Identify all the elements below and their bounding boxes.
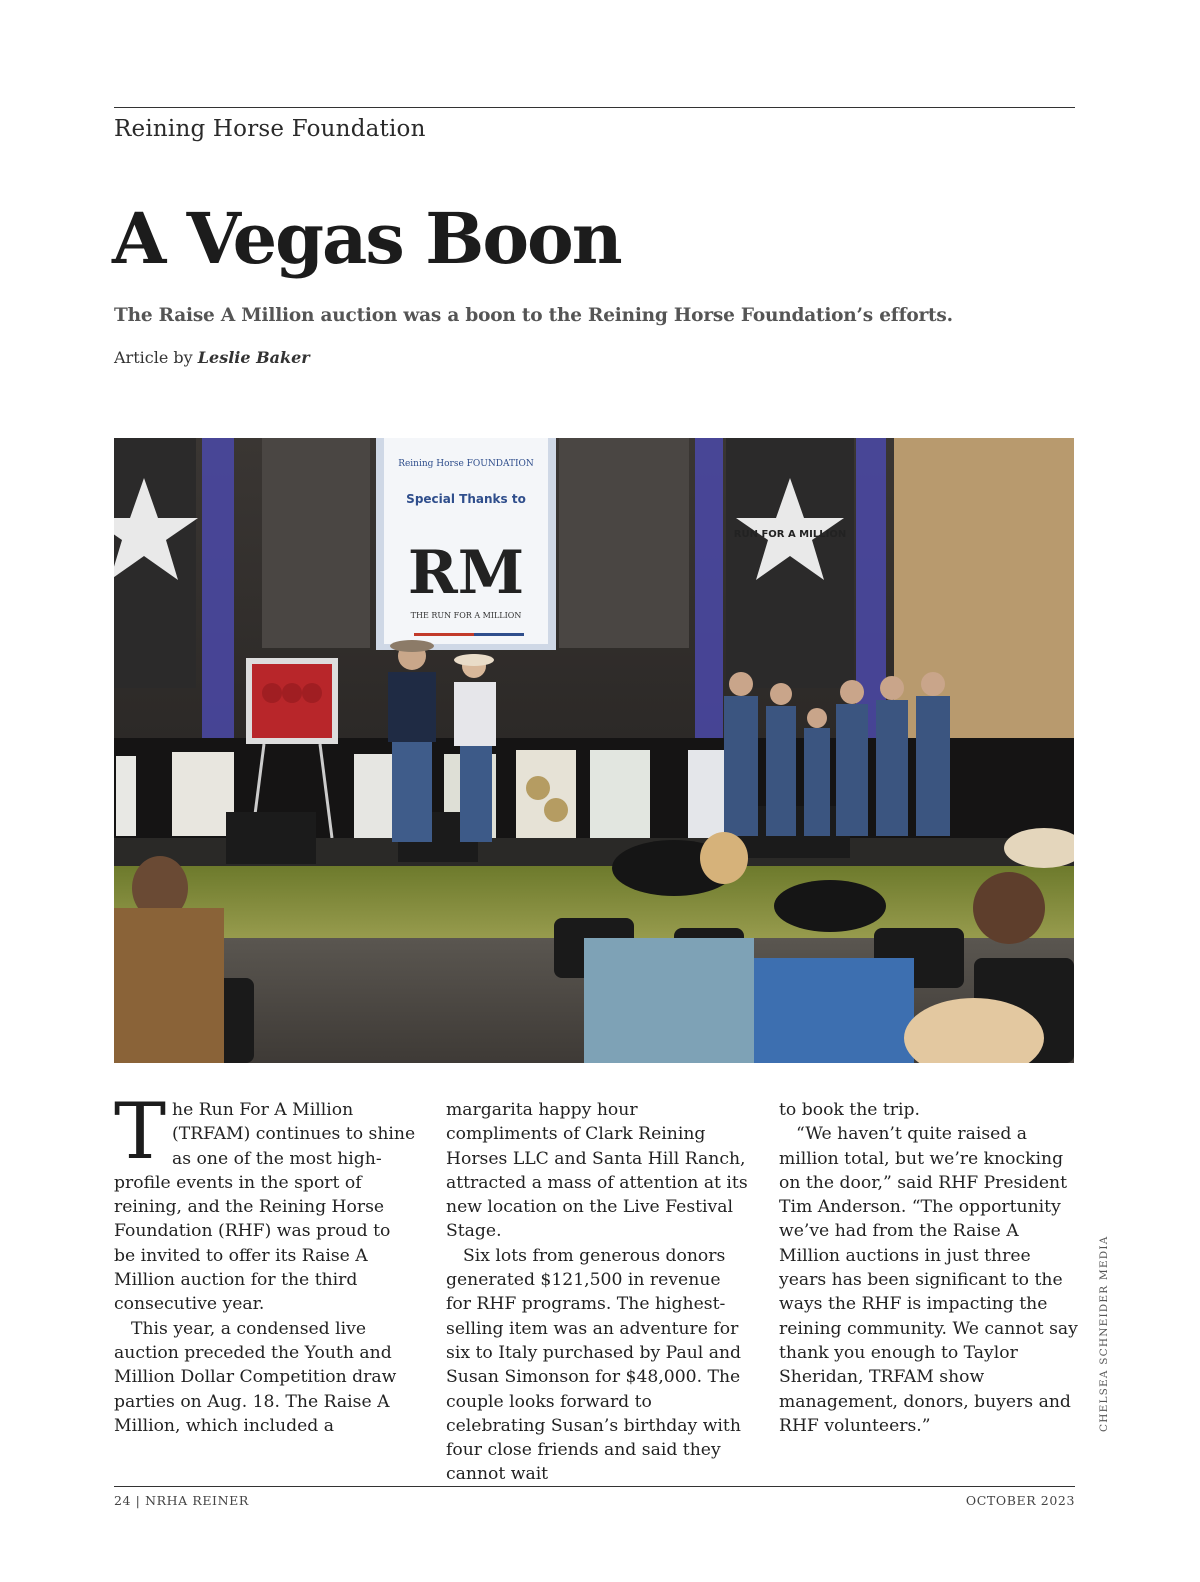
- col1-paragraph-1: he Run For A Million (TRFAM) continues to shine as one of the most high-profile events in the sport of reining, and the Reining Horse Foundation (RHF) was proud to be invited to offer its Raise A Million auction for the third consecutive year.: [114, 1100, 416, 1315]
- drop-cap: T: [114, 1087, 167, 1177]
- body-column-1: [114, 1087, 416, 1438]
- col1-paragraph-2: This year, a condensed live auction preceded the Youth and Million Dollar Competition draw parties on Aug. 18. The Raise A Million, which included a: [114, 1318, 397, 1436]
- byline-prefix: Article by: [114, 348, 193, 367]
- screen-thanks-text: Special Thanks to: [406, 492, 526, 506]
- section-label: Reining Horse Foundation: [114, 116, 426, 142]
- byline-author: Leslie Baker: [197, 348, 310, 367]
- header-rule: [114, 107, 1075, 108]
- footer-issue-date: OCTOBER 2023: [965, 1493, 1075, 1508]
- col3-paragraph-1: to book the trip.: [779, 1100, 920, 1120]
- col3-paragraph-2: “We haven’t quite raised a million total, but we’re knocking on the door,” said RHF President Tim Anderson. “The opportunity we’ve had from the Raise A Million auctions in just three years has been significant to the ways the RHF is impacting the reining community. We cannot say thank you enough to Taylor Sheridan, TRFAM show management, donors, buyers and RHF volunteers.”: [779, 1124, 1078, 1436]
- article-deck: The Raise A Million auction was a boon to the Reining Horse Foundation’s efforts.: [114, 305, 953, 326]
- photo-credit: CHELSEA SCHNEIDER MEDIA: [1098, 1235, 1110, 1432]
- article-title: A Vegas Boon: [112, 197, 621, 280]
- svg-text:RM: RM: [407, 538, 525, 608]
- body-column-3: [779, 1098, 1081, 1438]
- footer-page-info: 24 | NRHA REINER: [114, 1493, 249, 1508]
- footer-rule: [114, 1486, 1075, 1487]
- banner-text: RUN FOR A MILLION: [733, 529, 847, 540]
- screen-logo-text: Reining Horse FOUNDATION: [398, 459, 534, 469]
- byline: [114, 348, 310, 367]
- col2-paragraph-1: margarita happy hour compliments of Clark Reining Horses LLC and Santa Hill Ranch, attracted a mass of attention at its new location on the Live Festival Stage.: [446, 1100, 748, 1242]
- article-photo: [114, 438, 1074, 1063]
- col2-paragraph-2: Six lots from generous donors generated $121,500 in revenue for RHF programs. The highest-selling item was an adventure for six to Italy purchased by Paul and Susan Simonson for $48,000. The couple looks forward to celebrating Susan’s birthday with four close friends and said they cannot wait: [446, 1245, 742, 1485]
- body-column-2: [446, 1098, 748, 1487]
- screen-arc-text: THE RUN FOR A MILLION: [410, 611, 522, 620]
